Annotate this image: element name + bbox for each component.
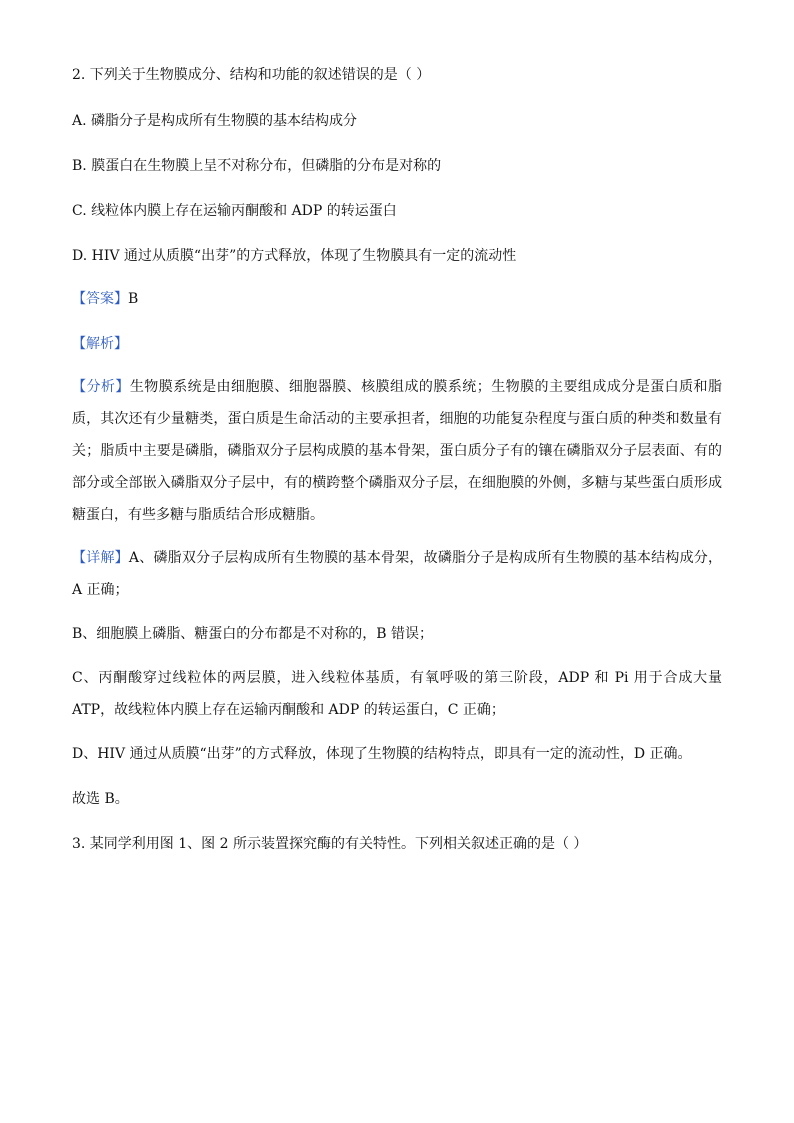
fenxi-text: 生物膜系统是由细胞膜、细胞器膜、核膜组成的膜系统；生物膜的主要组成成分是蛋白质和脂质，其次还有少量糖类，蛋白质是生命活动的主要承担者，细胞的功能复杂程度与蛋白质的种类和数量有关；脂质中主要是磷脂，磷脂双分子层构成膜的基本骨架，蛋白质分子有的镶在磷脂双分子层表面、有的部分或全部嵌入磷脂双分子层中，有的横跨整个磷脂双分子层，在细胞膜的外侧，多糖与某些蛋白质形成糖蛋白，有些多糖与脂质结合形成糖脂。 <box>72 379 723 523</box>
answer-value: B <box>128 291 139 307</box>
question-2-stem: 2. 下列关于生物膜成分、结构和功能的叙述错误的是（ ） <box>72 67 431 83</box>
xiangjie-b: B、细胞膜上磷脂、糖蛋白的分布都是不对称的，B 错误； <box>72 626 434 642</box>
xiangjie-paragraph-a <box>72 542 722 606</box>
conclusion: 故选 B。 <box>72 791 129 807</box>
answer-line <box>72 290 722 308</box>
xiangjie-paragraph-c <box>72 662 722 726</box>
xiangjie-d: D、HIV 通过从质膜“出芽”的方式释放，体现了生物膜的结构特点，即具有一定的流动性，D 正确。 <box>72 746 692 762</box>
fenxi-paragraph <box>72 371 722 531</box>
option-a: A. 磷脂分子是构成所有生物膜的基本结构成分 <box>72 113 358 129</box>
xiangjie-tag: 【详解】 <box>72 550 129 566</box>
analysis-heading <box>72 335 722 353</box>
option-b: B. 膜蛋白在生物膜上呈不对称分布，但磷脂的分布是对称的 <box>72 158 442 174</box>
fenxi-tag: 【分析】 <box>72 379 130 395</box>
xiangjie-c-text: C、丙酮酸穿过线粒体的两层膜，进入线粒体基质，有氧呼吸的第三阶段，ADP 和 Pi 用于合成大量 ATP，故线粒体内膜上存在运输丙酮酸和 ADP 的转运蛋白，C 正确； <box>72 670 722 718</box>
option-d: D. HIV 通过从质膜“出芽”的方式释放，体现了生物膜具有一定的流动性 <box>72 248 517 264</box>
xiangjie-a-text: A、磷脂双分子层构成所有生物膜的基本骨架，故磷脂分子是构成所有生物膜的基本结构成分，A 正确； <box>72 550 723 598</box>
option-c: C. 线粒体内膜上存在运输丙酮酸和 ADP 的转运蛋白 <box>72 203 397 219</box>
answer-tag: 【答案】 <box>72 291 128 307</box>
question-3-stem: 3. 某同学利用图 1、图 2 所示装置探究酶的有关特性。下列相关叙述正确的是（ ） <box>72 836 588 852</box>
analysis-tag: 【解析】 <box>72 336 128 352</box>
